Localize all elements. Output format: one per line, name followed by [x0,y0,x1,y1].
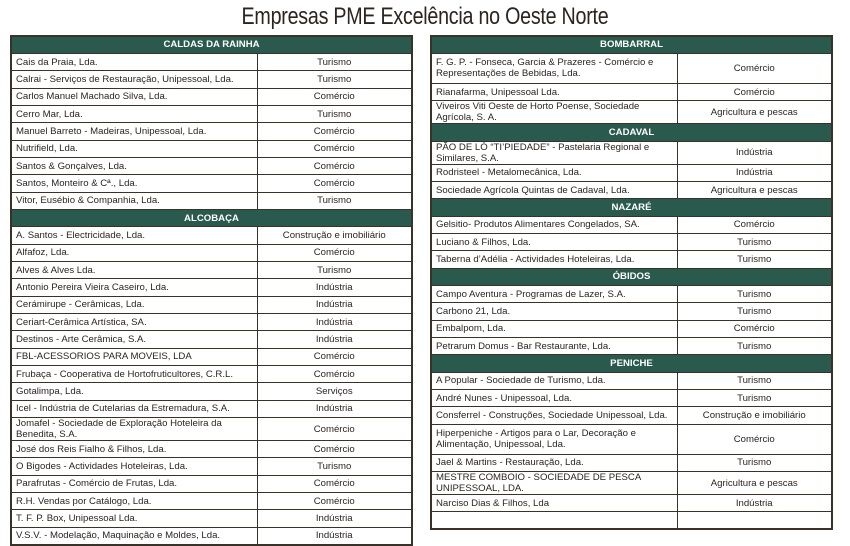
company-name: Sociedade Agrícola Quintas de Cadaval, Lda. [431,181,677,198]
section-title: ALCOBAÇA [11,209,412,226]
company-sector: Agricultura e pescas [677,472,832,495]
company-name: Manuel Barreto - Madeiras, Unipessoal, Lda. [11,123,257,140]
table-row [11,331,412,348]
table-row [11,348,412,365]
table-row [431,512,832,529]
company-sector: Comércio [677,320,832,337]
company-sector: Comércio [257,175,412,192]
company-sector: Comércio [257,475,412,492]
table-row [11,510,412,527]
company-name: Campo Aventura - Programas de Lazer, S.A. [431,285,677,302]
table-row [11,366,412,383]
section-header [431,199,832,216]
table-row [11,527,412,544]
table-row [11,88,412,105]
table-row [431,495,832,512]
section-header [431,355,832,372]
company-sector: Comércio [257,88,412,105]
company-name: Viveiros Viti Oeste de Horto Poense, Sociedade Agrícola, S. A. [431,101,677,124]
company-name: Consferrel - Construções, Sociedade Unipessoal, Lda. [431,407,677,424]
company-name: A Popular - Sociedade de Turismo, Lda. [431,372,677,389]
company-name: Antonio Pereira Vieira Caseiro, Lda. [11,279,257,296]
table-row [11,71,412,88]
left-companies-table [10,35,413,546]
section-title: CADAVAL [431,124,832,141]
company-name: Santos & Gonçalves, Lda. [11,157,257,174]
company-sector: Indústria [677,141,832,164]
company-sector: Turismo [677,390,832,407]
company-sector: Construção e imobiliário [677,407,832,424]
company-name: FBL-ACESSORIOS PARA MOVEIS, LDA [11,348,257,365]
company-sector: Turismo [677,285,832,302]
table-row [431,424,832,454]
company-name: José dos Reis Fialho & Filhos, Lda. [11,441,257,458]
table-row [11,400,412,417]
company-sector: Construção e imobiliário [257,227,412,244]
table-row [11,227,412,244]
table-row [431,164,832,181]
table-row [431,53,832,83]
company-name: Narciso Dias & Filhos, Lda [431,495,677,512]
table-row [431,320,832,337]
table-row [431,454,832,471]
company-sector: Turismo [677,251,832,268]
table-row [11,140,412,157]
company-name: Frubaça - Cooperativa de Hortofruticultores, C.R.L. [11,366,257,383]
company-name: Petrarum Domus - Bar Restaurante, Lda. [431,337,677,354]
company-sector: Turismo [677,303,832,320]
section-title: BOMBARRAL [431,36,832,53]
company-sector: Comércio [257,366,412,383]
table-row [431,285,832,302]
company-sector: Comércio [257,493,412,510]
company-name: Embalpom, Lda. [431,320,677,337]
company-sector: Serviços [257,383,412,400]
company-sector: Turismo [257,105,412,122]
table-row [11,441,412,458]
table-row [11,314,412,331]
company-name: Carlos Manuel Machado Silva, Lda. [11,88,257,105]
company-name: Hiperpeniche - Artigos para o Lar, Decoração e Alimentação, Unipessoal, Lda. [431,424,677,454]
company-sector: Comércio [257,140,412,157]
table-row [431,472,832,495]
table-row [11,418,412,441]
company-sector: Turismo [257,458,412,475]
company-sector: Indústria [677,164,832,181]
page-title: Empresas PME Excelência no Oeste Norte [241,3,609,30]
company-name: Alves & Alves Lda. [11,261,257,278]
company-sector: Comércio [677,216,832,233]
company-name: Rodristeel - Metalomecânica, Lda. [431,164,677,181]
table-row [11,296,412,313]
company-sector: Turismo [257,261,412,278]
table-row [431,372,832,389]
company-sector: Comércio [257,441,412,458]
table-row [11,383,412,400]
table-row [11,261,412,278]
company-sector: Comércio [677,424,832,454]
table-row [431,303,832,320]
company-name: Cais da Praia, Lda. [11,53,257,70]
company-name: Jael & Martins - Restauração, Lda. [431,454,677,471]
company-sector: Indústria [257,510,412,527]
company-name: F. G. P. - Fonseca, Garcia & Prazeres - Comércio e Representações de Bebidas, Lda. [431,53,677,83]
company-sector: Turismo [257,71,412,88]
section-title: ÓBIDOS [431,268,832,285]
company-sector: Indústria [257,331,412,348]
company-sector: Agricultura e pescas [677,101,832,124]
section-header [431,36,832,53]
company-sector [677,512,832,529]
company-sector: Turismo [677,337,832,354]
table-row [11,105,412,122]
company-name: Ceriart-Cerâmica Artística, SA. [11,314,257,331]
company-name: Gotalimpa, Lda. [11,383,257,400]
section-header [431,268,832,285]
company-name: Destinos - Arte Cerâmica, S.A. [11,331,257,348]
section-title: NAZARÉ [431,199,832,216]
company-name: O Bigodes - Actividades Hoteleiras, Lda. [11,458,257,475]
table-row [431,390,832,407]
table-row [431,216,832,233]
company-sector: Turismo [677,372,832,389]
company-name: Cerámirupe - Cerâmicas, Lda. [11,296,257,313]
company-name: T. F. P. Box, Unipessoal Lda. [11,510,257,527]
company-sector: Indústria [257,400,412,417]
company-name: Nutrifield, Lda. [11,140,257,157]
company-sector: Indústria [257,296,412,313]
company-name: Cerro Mar, Lda. [11,105,257,122]
company-name: Icel - Indústria de Cutelarias da Estremadura, S.A. [11,400,257,417]
company-sector: Comércio [257,418,412,441]
company-name: Calrai - Serviços de Restauração, Unipessoal, Lda. [11,71,257,88]
company-name: R.H. Vendas por Catálogo, Lda. [11,493,257,510]
table-row [431,181,832,198]
company-name: MESTRE COMBOIO - SOCIEDADE DE PESCA UNIPESSOAL, LDA. [431,472,677,495]
table-row [431,407,832,424]
company-name: Parafrutas - Comércio de Frutas, Lda. [11,475,257,492]
company-name: Alfafoz, Lda. [11,244,257,261]
section-header [11,209,412,226]
table-row [11,53,412,70]
company-sector: Comércio [257,123,412,140]
company-name: Taberna d’Adélia - Actividades Hoteleiras, Lda. [431,251,677,268]
company-name: André Nunes - Unipessoal, Lda. [431,390,677,407]
company-sector: Comércio [677,83,832,100]
company-name: Jomafel - Sociedade de Exploração Hoteleira da Benedita, S.A. [11,418,257,441]
company-sector: Agricultura e pescas [677,181,832,198]
table-row [431,101,832,124]
company-name: Rianafarma, Unipessoal Lda. [431,83,677,100]
table-row [11,175,412,192]
company-name: PÃO DE LÓ “TI’PIEDADE” - Pastelaria Regional e Similares, S.A. [431,141,677,164]
company-sector: Indústria [257,314,412,331]
company-name: V.S.V. - Modelação, Maquinação e Moldes, Lda. [11,527,257,544]
table-row [11,475,412,492]
table-row [431,251,832,268]
table-row [431,141,832,164]
company-sector: Comércio [677,53,832,83]
table-row [11,192,412,209]
company-sector: Comércio [257,348,412,365]
company-sector: Indústria [677,495,832,512]
company-sector: Indústria [257,527,412,544]
table-row [11,458,412,475]
company-name: Gelsitio- Produtos Alimentares Congelados, SA. [431,216,677,233]
company-name: Vitor, Eusébio & Companhia, Lda. [11,192,257,209]
company-name [431,512,677,529]
section-header [11,36,412,53]
company-sector: Turismo [677,454,832,471]
company-name: Luciano & Filhos, Lda. [431,233,677,250]
company-name: Santos, Monteiro & Cª., Lda. [11,175,257,192]
section-header [431,124,832,141]
company-sector: Indústria [257,279,412,296]
company-name: Carbono 21, Lda. [431,303,677,320]
section-title: PENICHE [431,355,832,372]
table-row [11,123,412,140]
table-row [11,493,412,510]
company-sector: Turismo [257,192,412,209]
company-sector: Turismo [257,53,412,70]
table-row [431,337,832,354]
company-sector: Comércio [257,157,412,174]
table-row [11,279,412,296]
table-row [431,83,832,100]
section-title: CALDAS DA RAINHA [11,36,412,53]
table-row [431,233,832,250]
company-name: A. Santos - Electricidade, Lda. [11,227,257,244]
company-sector: Turismo [677,233,832,250]
company-sector: Comércio [257,244,412,261]
table-row [11,244,412,261]
right-companies-table [430,35,833,530]
table-row [11,157,412,174]
